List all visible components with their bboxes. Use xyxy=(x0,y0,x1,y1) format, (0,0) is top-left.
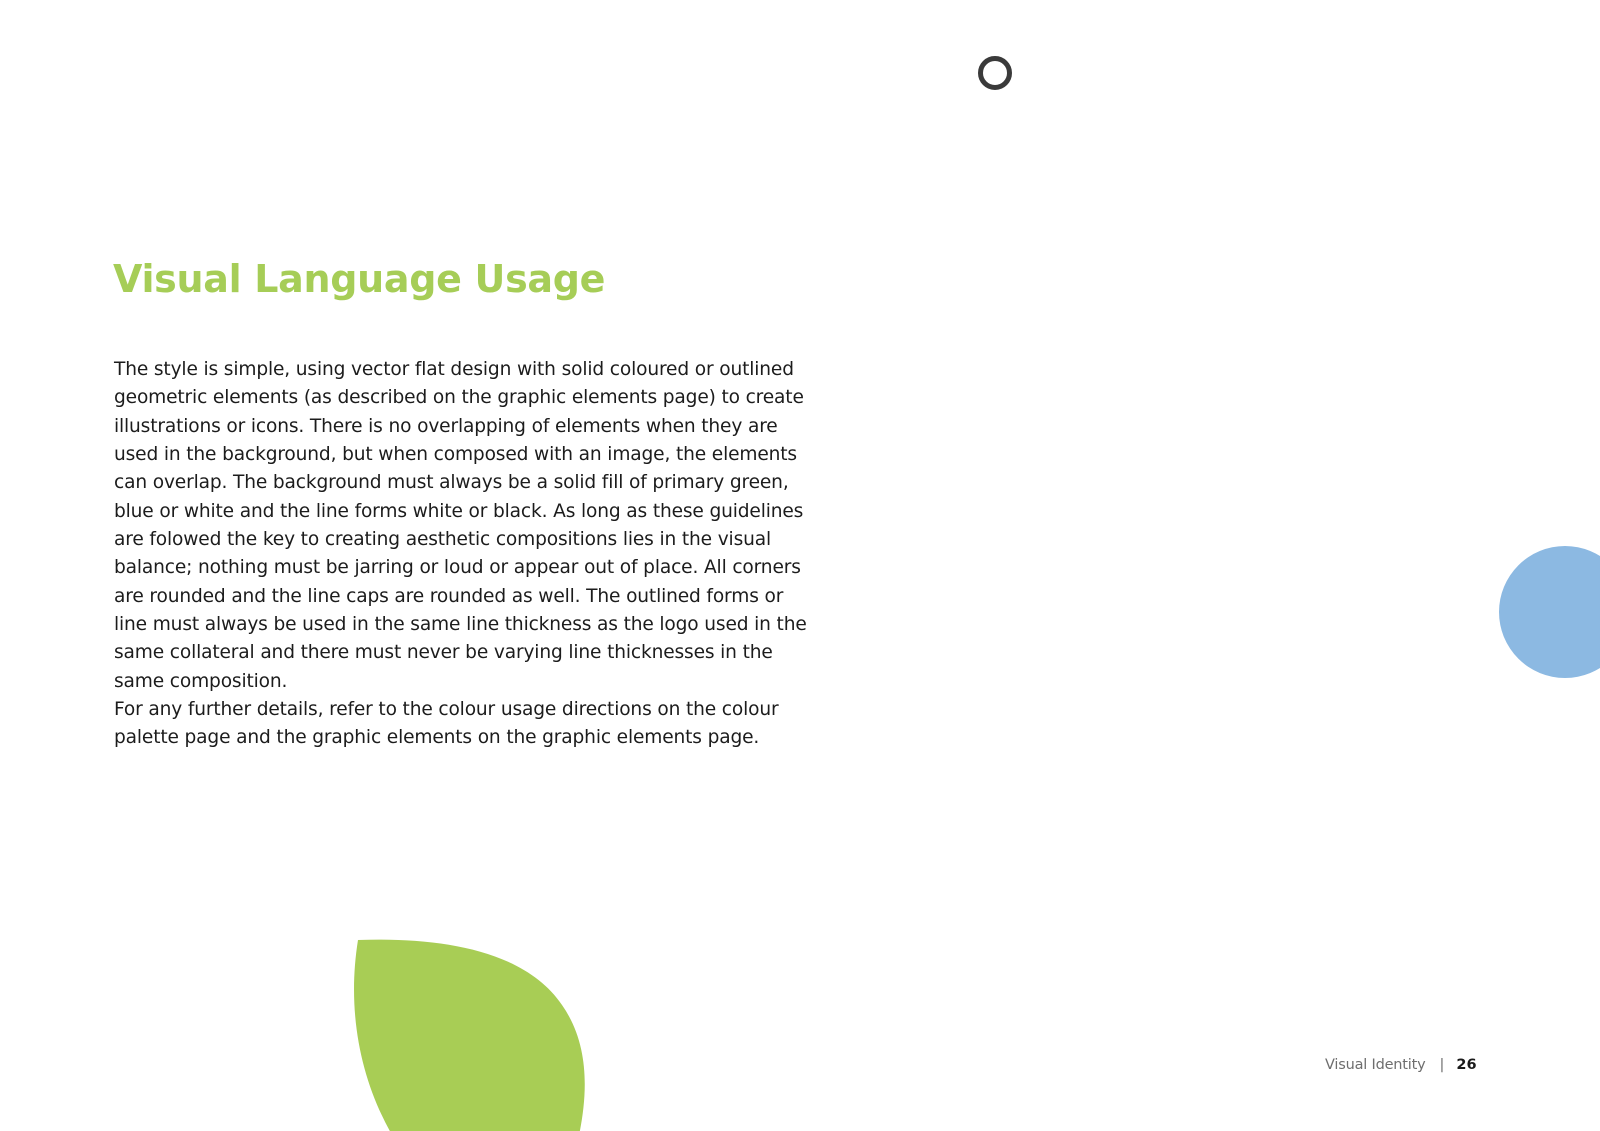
blue-circle-shape xyxy=(1499,546,1600,678)
body-line: same composition. xyxy=(114,670,288,692)
green-leaf-shape xyxy=(350,935,595,1131)
outlined-ring-icon xyxy=(978,56,1012,90)
page-footer xyxy=(1325,1055,1477,1075)
body-line: blue or white and the line forms white or black. As long as these guidelines xyxy=(114,500,804,522)
body-line: can overlap. The background must always be a solid fill of primary green, xyxy=(114,472,789,494)
body-line: are rounded and the line caps are rounded as well. The outlined forms or xyxy=(114,585,784,607)
body-line: palette page and the graphic elements on the graphic elements page. xyxy=(114,727,760,749)
body-line: geometric elements (as described on the graphic elements page) to create xyxy=(114,387,804,409)
body-line: line must always be used in the same line thickness as the logo used in the xyxy=(114,614,807,636)
page-number: 26 xyxy=(1456,1057,1477,1073)
body-line: For any further details, refer to the colour usage directions on the colour xyxy=(114,699,779,721)
footer-section-label: Visual Identity xyxy=(1325,1057,1426,1073)
body-line: The style is simple, using vector flat design with solid coloured or outlined xyxy=(114,359,794,380)
page-title: Visual Language Usage xyxy=(113,257,606,301)
body-line: illustrations or icons. There is no overlapping of elements when they are xyxy=(114,415,778,437)
body-line: used in the background, but when composed with an image, the elements xyxy=(114,444,797,466)
body-paragraph xyxy=(114,356,849,753)
body-line: same collateral and there must never be varying line thicknesses in the xyxy=(114,642,773,664)
footer-separator: | xyxy=(1439,1057,1445,1073)
body-line: are folowed the key to creating aesthetic compositions lies in the visual xyxy=(114,529,771,551)
body-line: balance; nothing must be jarring or loud or appear out of place. All corners xyxy=(114,557,801,579)
